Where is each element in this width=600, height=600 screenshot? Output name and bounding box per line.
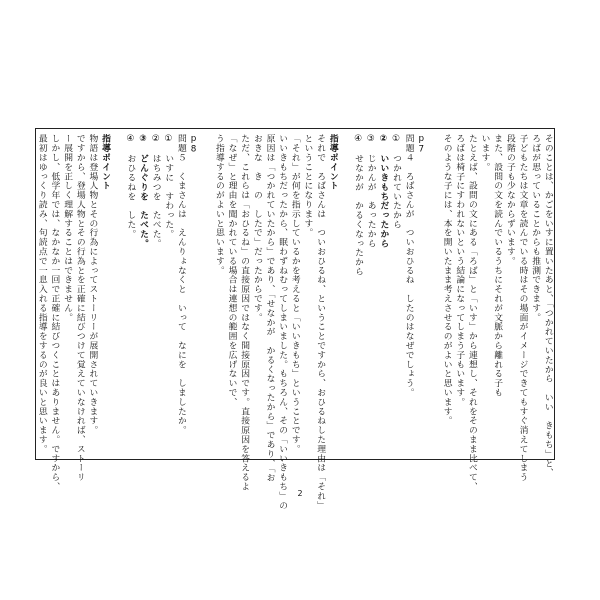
text-column: しかし、低学年では、なかなか一回で正確に結びつくことはありません。ですから、 <box>49 134 60 492</box>
text-column: 原因は「つかれていたから」であり、「せなかが かるくなったから」であり、「お <box>264 134 275 483</box>
text-column: ④ せなかが かるくなったから <box>353 134 364 277</box>
text-column: ① つかれていたから <box>390 134 401 230</box>
text-column: 最初はゆっくり読み、句読点で一息入れる指導をするのが良いと思います。 <box>36 134 47 454</box>
text-column: そのことは、かごをいすに置いたあと、「つかれていたから いい きもち」と、 <box>542 134 553 478</box>
text-column: おきな き の したで」だったからです。 <box>251 134 262 322</box>
text-column: 問題４ ろばさんが ついおひるね したのはなぜでしょう。 <box>403 134 414 398</box>
text-column: 問題５ くまさんは えんりょなくと いって なにを しましたか。 <box>175 134 186 435</box>
text-column: また、設問の文を読んでいるうちにそれが文脈から離れる子も <box>492 134 503 398</box>
text-column: ③ どんぐりを たべた。 <box>137 134 148 248</box>
text-column: ② はちみつを たべた。 <box>150 134 161 248</box>
text-column: p7 <box>416 134 427 156</box>
text-column: ということになります。 <box>302 134 313 238</box>
text-column: います。 <box>479 134 490 172</box>
text-column: ろばは椅子にすわれないという結論になってしまう子もいます。 <box>454 134 465 407</box>
text-column: 段階の子も少なからずいます。 <box>504 134 515 266</box>
text-column: 「なぜ」と理由を聞かれている場合は連想の範囲を広げないで、 <box>226 134 237 407</box>
text-column: ろばが思っていることからも推測できます。 <box>530 134 541 322</box>
text-column: p8 <box>188 134 199 156</box>
text-column: 指導ポイント <box>327 134 338 191</box>
text-column: 指導ポイント <box>100 134 111 191</box>
text-column: ですから、登場人物とその行為とを正確に結びつけて覚えていなければ、ストーリ <box>74 134 85 482</box>
text-column: ただ、これらは「おひるね」の直接原因ではなく間接原因です。直接原因を答えるよ <box>239 134 250 492</box>
text-column: そのような子には、本を開いたまま考えさせるのがよいと思います。 <box>441 134 452 426</box>
text-column: それで ろばさんは ついおひるね、ということですから、おひるねした理由は「それ」 <box>315 134 326 510</box>
text-column: 子どもたちは文章を読んでいる時はその場面がイメージできてもすぐ消えてしまう <box>517 134 528 482</box>
text-column: ④ おひるねを した。 <box>125 134 136 239</box>
text-column: いいきもちだったから、眠わずねむってしまいました。もちろん、その「いいきもち」の <box>277 134 288 510</box>
text-column: ① いすに すわった。 <box>163 134 174 239</box>
text-column: 物語は登場人物とその行為によってストーリーが展開されていきます。 <box>87 134 98 435</box>
text-column: ー展開を正しく理解することはできません。 <box>62 134 73 322</box>
text-column: たとえば、設問の文にある「ろば」と「いす」から連想し、それをそのまま比べて、 <box>466 134 477 492</box>
page-number: 2 <box>297 489 303 498</box>
text-column: う指導するのがよいと思います。 <box>213 134 224 275</box>
text-column: ② いいきもちだったから <box>378 134 389 248</box>
text-column: 「それ」が何を指示しているかを考えると「いいきもち」ということです。 <box>289 134 300 454</box>
text-column: ③ じかんが あったから <box>365 134 376 248</box>
